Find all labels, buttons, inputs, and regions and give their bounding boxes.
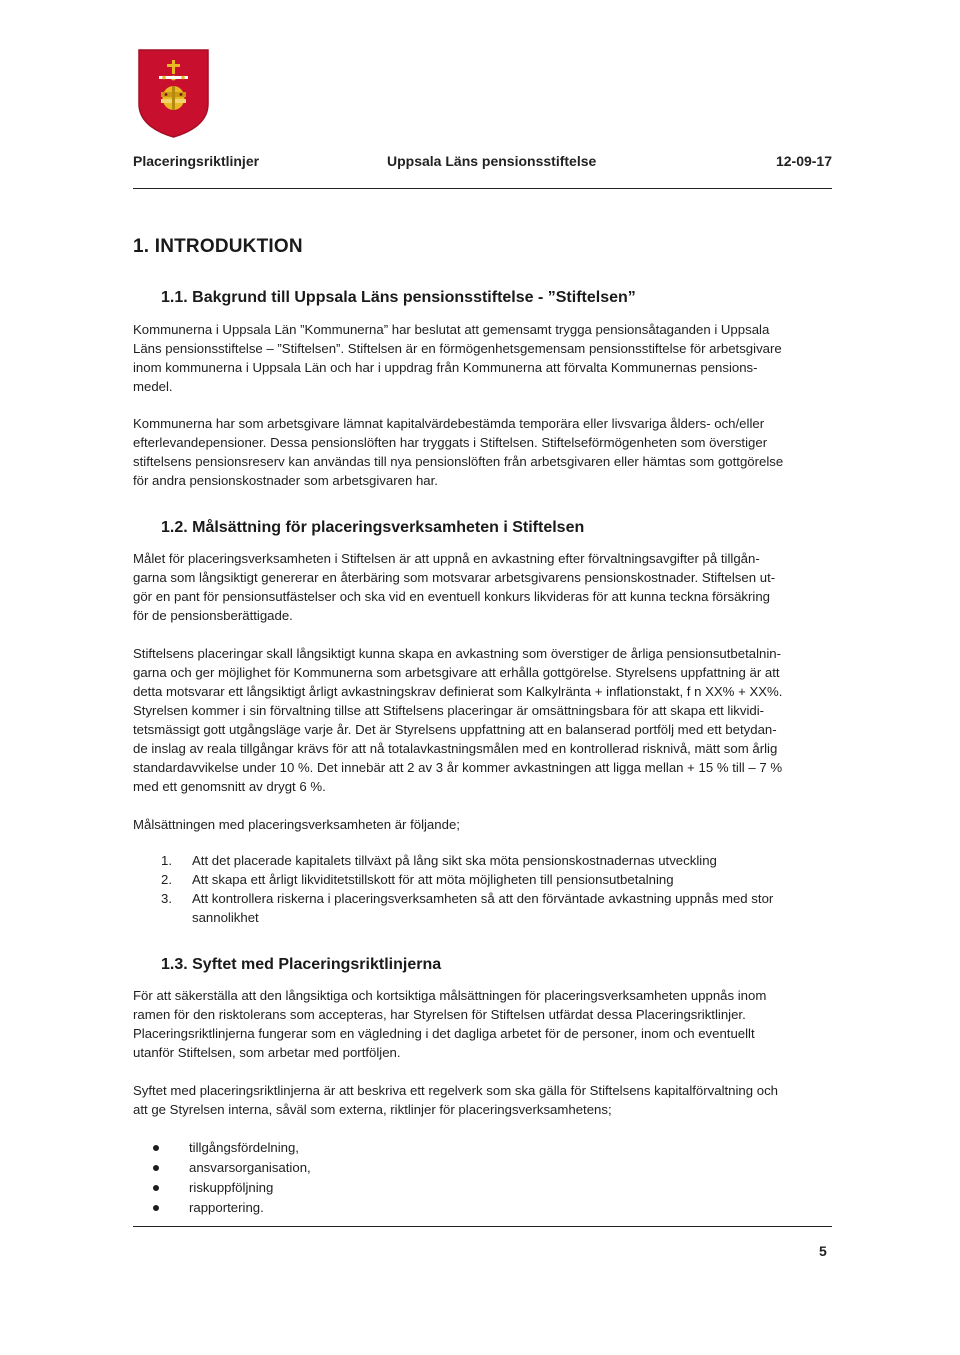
list-item <box>150 1138 311 1158</box>
bullet-icon <box>153 1205 159 1211</box>
text-line: för de pensionsberättigade. <box>133 608 293 623</box>
list-number: 2. <box>161 872 172 887</box>
bullet-icon <box>153 1165 159 1171</box>
list-item <box>150 1198 311 1218</box>
text-line: efterlevandepensioner. Dessa pensionslöften har tryggats i Stiftelsen. Stiftelseförmögenheten som överstiger <box>133 435 768 450</box>
purpose-bullet-list <box>150 1138 311 1218</box>
text-line: Att kontrollera riskerna i placeringsverksamheten så att den förväntade avkastning uppnås med stor <box>192 891 774 906</box>
list-item <box>150 1178 311 1198</box>
paragraph-syftet-2 <box>133 1081 833 1119</box>
list-number: 1. <box>161 853 172 868</box>
text-line: gör en pant för pensionsutfästelser och ska vid en eventuell konkurs likvideras för att kunna teckna försäkring <box>133 589 771 604</box>
section-heading-introduktion: 1. INTRODUKTION <box>133 236 303 257</box>
subsection-heading-syftet: 1.3. Syftet med Placeringsriktlinjerna <box>161 956 442 973</box>
uppsala-coat-of-arms-icon <box>137 48 210 138</box>
text-line: stiftelsens pensionsreserv kan användas till nya pensionslöften från arbetsgivaren eller hämtas som gottgörelse <box>133 454 784 469</box>
text-line: de inslag av reala tillgångar krävs för att nå totalavkastningsmålen med en kontrollerad risknivå, mätt som årlig <box>133 741 778 756</box>
text-line: Kommunerna i Uppsala Län ”Kommunerna” har beslutat att gemensamt trygga pensionsåtaganden i Uppsala <box>133 322 770 337</box>
text-line: Målet för placeringsverksamheten i Stiftelsen är att uppnå en avkastning efter förvaltningsavgifter på tillgån- <box>133 551 760 566</box>
goals-numbered-list <box>161 851 831 927</box>
text-line: ramen för den risktolerans som accepteras, har Styrelsen för Stiftelsen utfärdat dessa Placeringsriktlinjer. <box>133 1007 746 1022</box>
list-number: 3. <box>161 891 172 906</box>
paragraph-malsattning-2 <box>133 644 833 796</box>
text-line: för andra pensionskostnader som arbetsgivaren har. <box>133 473 438 488</box>
text-line: garna som långsiktigt genererar en återbäring som motsvarar arbetsgivarens pensionskostnader. Stiftelsen ut- <box>133 570 776 585</box>
header-rule <box>133 188 832 189</box>
text-line: medel. <box>133 379 173 394</box>
bullet-text: riskuppföljning <box>189 1180 274 1195</box>
text-line: sannolikhet <box>192 910 259 925</box>
paragraph-malsattning-intro: Målsättningen med placeringsverksamheten är följande; <box>133 817 460 832</box>
bullet-text: tillgångsfördelning, <box>189 1140 299 1155</box>
footer-rule <box>133 1226 832 1227</box>
paragraph-syftet-1 <box>133 986 833 1062</box>
bullet-icon <box>153 1185 159 1191</box>
text-line: Att skapa ett årligt likviditetstillskott för att möta möjligheten till pensionsutbetalning <box>192 872 674 887</box>
header-doc-title: Placeringsriktlinjer <box>133 153 260 169</box>
text-line: Styrelsen kommer i sin förvaltning tillse att Stiftelsens placeringar är omsättningsbara för att skapa ett likvidi- <box>133 703 765 718</box>
list-item <box>161 851 831 870</box>
text-line: Syftet med placeringsriktlinjerna är att beskriva ett regelverk som ska gälla för Stiftelsens kapitalförvaltning och <box>133 1083 779 1098</box>
text-line: med ett genomsnitt av drygt 6 %. <box>133 779 326 794</box>
bullet-text: ansvarsorganisation, <box>189 1160 311 1175</box>
list-item <box>161 889 831 927</box>
paragraph-malsattning-1 <box>133 549 833 625</box>
header-organization: Uppsala Läns pensionsstiftelse <box>387 153 597 169</box>
text-line: Placeringsriktlinjerna fungerar som en vägledning i det dagliga arbetet för de personer, inom och eventuellt <box>133 1026 755 1041</box>
page-number: 5 <box>819 1243 827 1259</box>
text-line: standardavvikelse under 10 %. Det innebär att 2 av 3 år kommer avkastningen att ligga mellan + 15 % till – 7 % <box>133 760 783 775</box>
text-line: Läns pensionsstiftelse – ”Stiftelsen”. Stiftelsen är en förmögenhetsgemensam pensionsstiftelse för arbetsgivare <box>133 341 782 356</box>
subsection-heading-bakgrund: 1.1. Bakgrund till Uppsala Läns pensionsstiftelse - ”Stiftelsen” <box>161 289 636 306</box>
bullet-text: rapportering. <box>189 1200 264 1215</box>
text-line: Stiftelsens placeringar skall långsiktigt kunna skapa en avkastning som överstiger de årliga pensionsutbetalnin- <box>133 646 782 661</box>
text-line: inom kommunerna i Uppsala Län och har i uppdrag från Kommunerna att förvalta Kommunernas pensions- <box>133 360 758 375</box>
bullet-icon <box>153 1145 159 1151</box>
text-line: Att det placerade kapitalets tillväxt på lång sikt ska möta pensionskostnadernas utveckling <box>192 853 717 868</box>
text-line: detta motsvarar ett långsiktigt årligt avkastningskrav definierat som Kalkylränta + inflationstakt, f n XX% + XX%. <box>133 684 783 699</box>
text-line: utanför Stiftelsen, som arbetar med portföljen. <box>133 1045 401 1060</box>
subsection-heading-malsattning: 1.2. Målsättning för placeringsverksamheten i Stiftelsen <box>161 519 585 536</box>
list-item <box>161 870 831 889</box>
text-line: tetsmässigt gott utgångsläge varje år. Det är Styrelsens uppfattning att en balanserad portfölj med ett betydan- <box>133 722 777 737</box>
text-line: att ge Styrelsen interna, såväl som externa, riktlinjer för placeringsverksamhetens; <box>133 1102 612 1117</box>
text-line: garna och ger möjlighet för Kommunerna som arbetsgivare att erhålla gottgörelse. Styrelsens uppfattning är att <box>133 665 780 680</box>
text-line: Kommunerna har som arbetsgivare lämnat kapitalvärdebestämda temporära eller livsvariga ålders- och/eller <box>133 416 765 431</box>
paragraph-bakgrund-2 <box>133 414 833 490</box>
paragraph-bakgrund-1 <box>133 320 833 396</box>
header-date: 12-09-17 <box>775 153 832 169</box>
list-item <box>150 1158 311 1178</box>
text-line: För att säkerställa att den långsiktiga och kortsiktiga målsättningen för placeringsverksamheten uppnås inom <box>133 988 767 1003</box>
